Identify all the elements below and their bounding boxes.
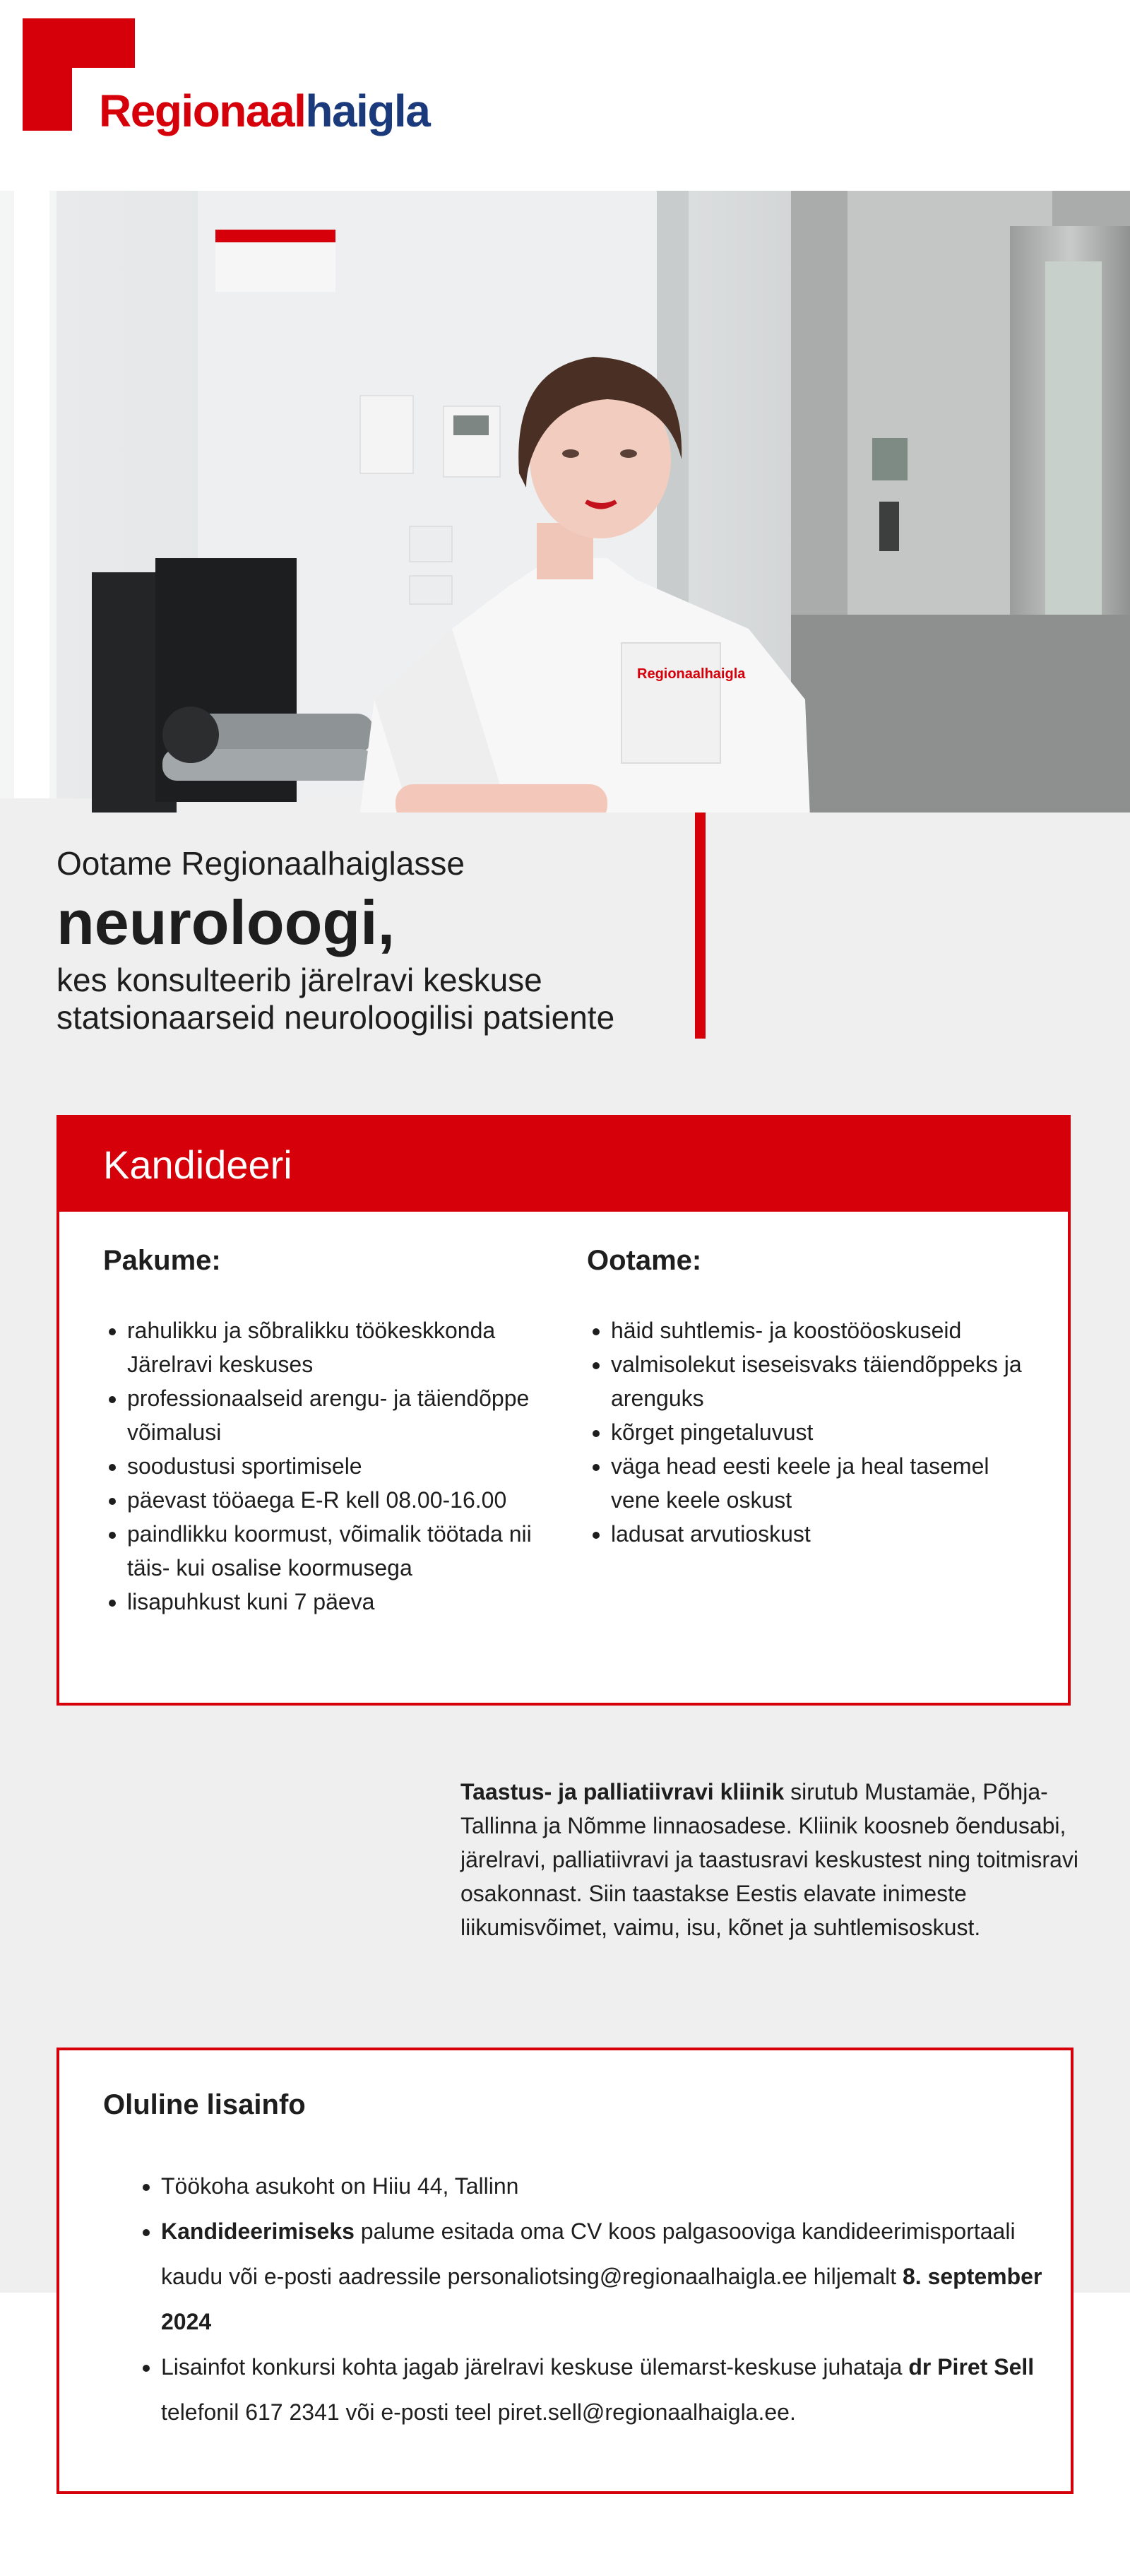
deadline: 8. september 2024 — [161, 2264, 1042, 2334]
svg-text:Regionaalhaigla: Regionaalhaigla — [637, 666, 746, 682]
job-description: kes konsulteerib järelravi keskuse statsionaarseid neuroloogilisi patsiente — [56, 962, 615, 1036]
offer-item: • päevast tööaega E-R kell 08.00-16.00 — [127, 1483, 555, 1517]
expect-item: • valmisolekut iseseisvaks täiendõppeks ja arenguks — [611, 1347, 1039, 1415]
clinic-description — [460, 1775, 1096, 1944]
info-card — [56, 2048, 1074, 2494]
offer-title: Pakume: — [103, 1245, 221, 1276]
offer-item: • lisapuhkust kuni 7 päeva — [127, 1585, 555, 1619]
expect-item: • väga head eesti keele ja heal tasemel vene keele oskust — [611, 1449, 1039, 1517]
info-item-apply: • Kandideerimiseks palume esitada oma CV koos palgasooviga kandideerimisportaali kaudu või e-posti aadressile personaliotsing@regionaalhaigla.ee hiljemalt 8. september 2024 — [161, 2209, 1058, 2344]
page-header — [0, 0, 1130, 191]
apply-card — [56, 1115, 1071, 1706]
job-title: neuroloogi, — [56, 887, 396, 957]
expect-list — [587, 1313, 1039, 1551]
info-title: Oluline lisainfo — [103, 2089, 306, 2120]
expect-item: • ladusat arvutioskust — [611, 1517, 1039, 1551]
contact-name: dr Piret Sell — [908, 2354, 1035, 2380]
clinic-text: sirutub Mustamäe, Põhja-Tallinna ja Nõmme linnaosadese. Kliinik koosneb õendusabi, järelravi, palliatiivravi ja taastusravi keskustest ning toitmisravi osakonnast. Siin taastakse Eestis elavate inimeste liikumisvõimet, vaimu, isu, kõnet ja suhtlemisoskust. — [460, 1779, 1078, 1940]
offer-item: • rahulikku ja sõbralikku töökeskkonda Järelravi keskuses — [127, 1313, 555, 1381]
logo-wordmark: Regionaalhaigla — [99, 85, 430, 136]
expect-column — [587, 1245, 1039, 1551]
clinic-name: Taastus- ja palliatiivravi kliinik — [460, 1779, 785, 1804]
intro-block — [56, 844, 678, 1036]
expect-title: Ootame: — [587, 1245, 702, 1276]
offer-column — [103, 1245, 555, 1619]
info-list — [103, 2163, 1058, 2435]
intro-lead: Ootame Regionaalhaiglasse — [56, 845, 465, 882]
offer-item: • professionaalseid arengu- ja täiendõppe võimalusi — [127, 1381, 555, 1449]
offer-list — [103, 1313, 555, 1619]
offer-item: • paindlikku koormust, võimalik töötada nii täis- kui osalise koormusega — [127, 1517, 555, 1585]
apply-header[interactable]: Kandideeri — [59, 1118, 1068, 1212]
offer-item: • soodustusi sportimisele — [127, 1449, 555, 1483]
accent-bar — [695, 813, 706, 1039]
info-item-contact: • Lisainfot konkursi kohta jagab järelravi keskuse ülemarst-keskuse juhataja dr Piret Sell telefonil 617 2341 või e-posti teel piret.sell@regionaalhaigla.ee. — [161, 2344, 1058, 2435]
expect-item: • häid suhtlemis- ja koostööoskuseid — [611, 1313, 1039, 1347]
expect-item: • kõrget pingetaluvust — [611, 1415, 1039, 1449]
info-item-location: • Töökoha asukoht on Hiiu 44, Tallinn — [161, 2163, 1058, 2209]
